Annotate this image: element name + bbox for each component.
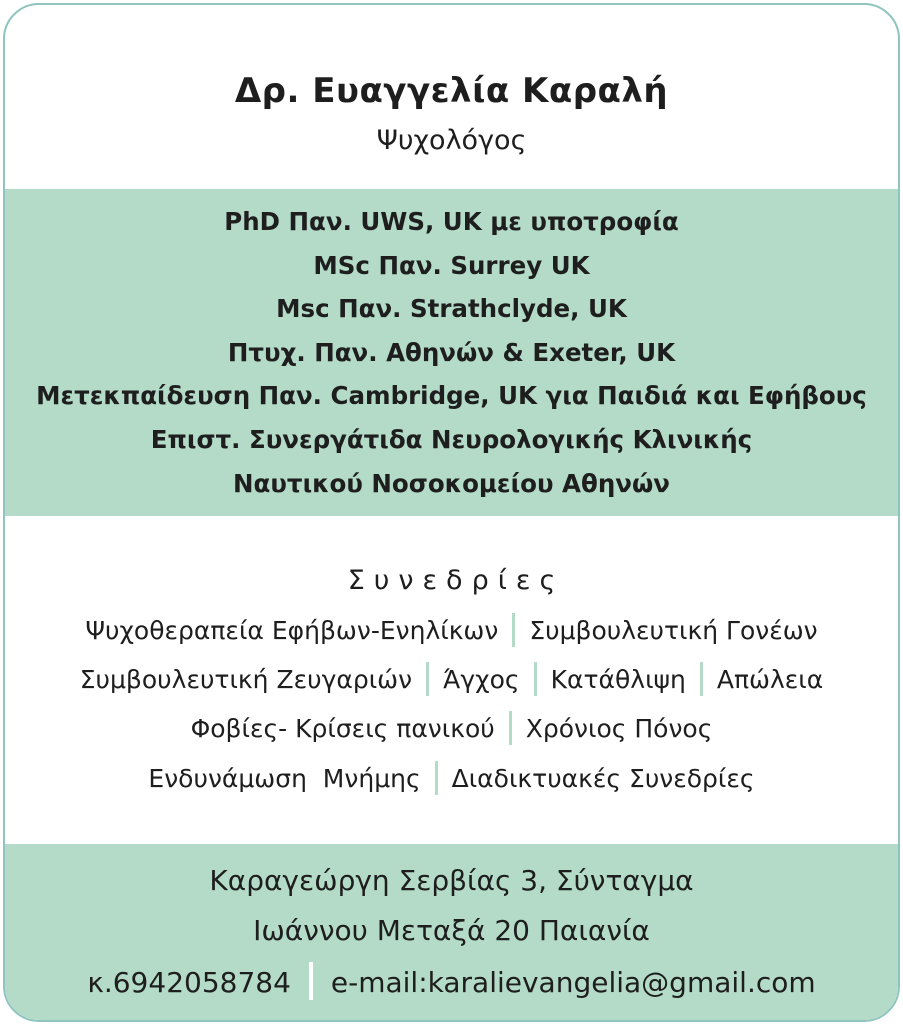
- credential-item: Επιστ. Συνεργάτιδα Νευρολογικής Κλινικής: [150, 425, 753, 454]
- sessions-row: [5, 662, 898, 696]
- email-address[interactable]: e-mail:karalievangelia@gmail.com: [330, 966, 816, 999]
- session-item: Συμβουλευτική Ζευγαριών: [79, 665, 413, 694]
- doctor-name: Δρ. Ευαγγελία Καραλή: [234, 71, 669, 111]
- divider: [534, 662, 537, 696]
- divider: [435, 761, 438, 795]
- session-item: Ενδυνάμωση Μνήμης: [148, 764, 421, 793]
- divider: [426, 662, 429, 696]
- sessions-heading: Συνεδρίες: [347, 565, 565, 596]
- divider: [509, 711, 512, 745]
- session-item: Συμβουλευτική Γονέων: [529, 616, 818, 645]
- header-section: [5, 5, 898, 188]
- sessions-row: [5, 711, 898, 745]
- address-line: Ιωάννου Μεταξά 20 Παιανία: [253, 914, 650, 947]
- address-line: Καραγεώργη Σερβίας 3, Σύνταγμα: [209, 864, 694, 897]
- sessions-row: [5, 613, 898, 647]
- session-item: Άγχος: [443, 665, 520, 694]
- session-item: Χρόνιος Πόνος: [525, 714, 713, 743]
- contact-line: [5, 962, 898, 1000]
- divider: [512, 613, 515, 647]
- credentials-section: [5, 189, 898, 516]
- credential-item: Ναυτικού Νοσοκομείου Αθηνών: [233, 469, 670, 498]
- divider: [309, 962, 313, 1000]
- profession-title: Ψυχολόγος: [376, 125, 527, 156]
- divider: [700, 662, 703, 696]
- sessions-section: [5, 516, 898, 844]
- business-card: [3, 3, 900, 1022]
- credential-item: Μετεκπαίδευση Παν. Cambridge, UK για Παιδιά και Εφήβους: [36, 381, 867, 410]
- session-item: Φοβίες- Κρίσεις πανικού: [190, 714, 495, 743]
- phone-number[interactable]: κ.6942058784: [87, 966, 291, 999]
- session-item: Κατάθλιψη: [550, 665, 686, 694]
- contact-section: [5, 844, 898, 1020]
- credential-item: Πτυχ. Παν. Αθηνών & Exeter, UK: [227, 338, 676, 367]
- credential-item: MSc Παν. Surrey UK: [313, 251, 590, 280]
- credential-item: Msc Παν. Strathclyde, UK: [276, 294, 627, 323]
- session-item: Ψυχοθεραπεία Εφήβων-Ενηλίκων: [85, 616, 499, 645]
- session-item: Διαδικτυακές Συνεδρίες: [451, 764, 755, 793]
- session-item: Απώλεια: [716, 665, 824, 694]
- credential-item: PhD Παν. UWS, UK με υποτροφία: [224, 207, 679, 236]
- sessions-row: [5, 761, 898, 795]
